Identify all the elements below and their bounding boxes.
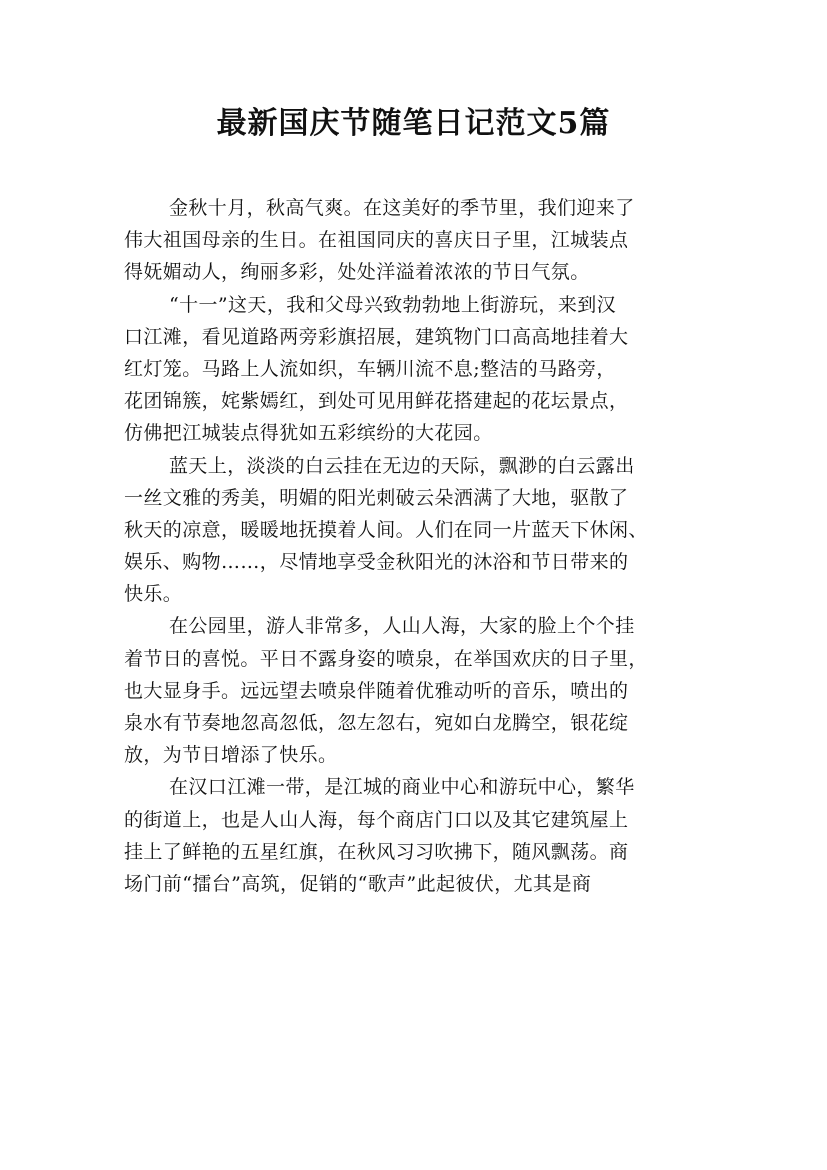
paragraph-line: 在公园里，游人非常多，人山人海，大家的脸上个个挂	[169, 615, 635, 638]
document-title: 最新国庆节随笔日记范文5篇	[216, 106, 611, 141]
paragraph-line: 快乐。	[124, 583, 183, 606]
paragraph-line: 娱乐、购物……，尽情地享受金秋阳光的沐浴和节日带来的	[124, 551, 629, 574]
paragraph-line: 在汉口江滩一带，是江城的商业中心和游玩中心，繁华	[169, 776, 635, 799]
paragraph	[124, 192, 714, 289]
paragraph-line: 的街道上，也是人山人海，每个商店门口以及其它建筑屋上	[124, 808, 629, 831]
paragraph-line: 泉水有节奏地忽高忽低，忽左忽右，宛如白龙腾空，银花绽	[124, 712, 629, 734]
paragraph-line: 得妩媚动人，绚丽多彩，处处洋溢着浓浓的节日气氛。	[124, 261, 590, 284]
paragraph-line: 着节日的喜悦。平日不露身姿的喷泉，在举国欢庆的日子里，	[124, 647, 648, 670]
paragraph-line: 秋天的凉意，暖暖地抚摸着人间。人们在同一片蓝天下休闲、	[124, 518, 648, 541]
paragraph-line: 仿佛把江城装点得犹如五彩缤纷的大花园。	[124, 422, 493, 445]
paragraph-line: 也大显身手。远远望去喷泉伴随着优雅动听的音乐，喷出的	[124, 679, 629, 702]
paragraph-line: 口江滩，看见道路两旁彩旗招展，建筑物门口高高地挂着大	[124, 325, 629, 348]
paragraph	[124, 450, 714, 611]
paragraph	[124, 289, 714, 450]
paragraph	[124, 771, 714, 900]
paragraph-line: 金秋十月，秋高气爽。在这美好的季节里，我们迎来了	[169, 197, 635, 219]
paragraph-line: 场门前“擂台”高筑，促销的“歌声”此起彼伏，尤其是商	[124, 872, 592, 895]
paragraph-line: 挂上了鲜艳的五星红旗，在秋风习习吹拂下，随风飘荡。商	[124, 840, 629, 863]
paragraph-line: 蓝天上，淡淡的白云挂在无边的天际，飘渺的白云露出	[169, 454, 635, 477]
paragraph-line: “十一”这天，我和父母兴致勃勃地上街游玩，来到汉	[169, 293, 617, 316]
paragraph	[124, 610, 714, 771]
paragraph-line: 花团锦簇，姹紫嫣红，到处可见用鲜花搭建起的花坛景点，	[124, 390, 629, 413]
document-body	[124, 192, 714, 900]
paragraph-line: 伟大祖国母亲的生日。在祖国同庆的喜庆日子里，江城装点	[124, 229, 629, 252]
paragraph-line: 一丝文雅的秀美，明媚的阳光刺破云朵洒满了大地，驱散了	[124, 486, 629, 509]
paragraph-line: 红灯笼。马路上人流如织，车辆川流不息;整洁的马路旁，	[124, 357, 616, 380]
paragraph-line: 放，为节日增添了快乐。	[124, 744, 338, 767]
